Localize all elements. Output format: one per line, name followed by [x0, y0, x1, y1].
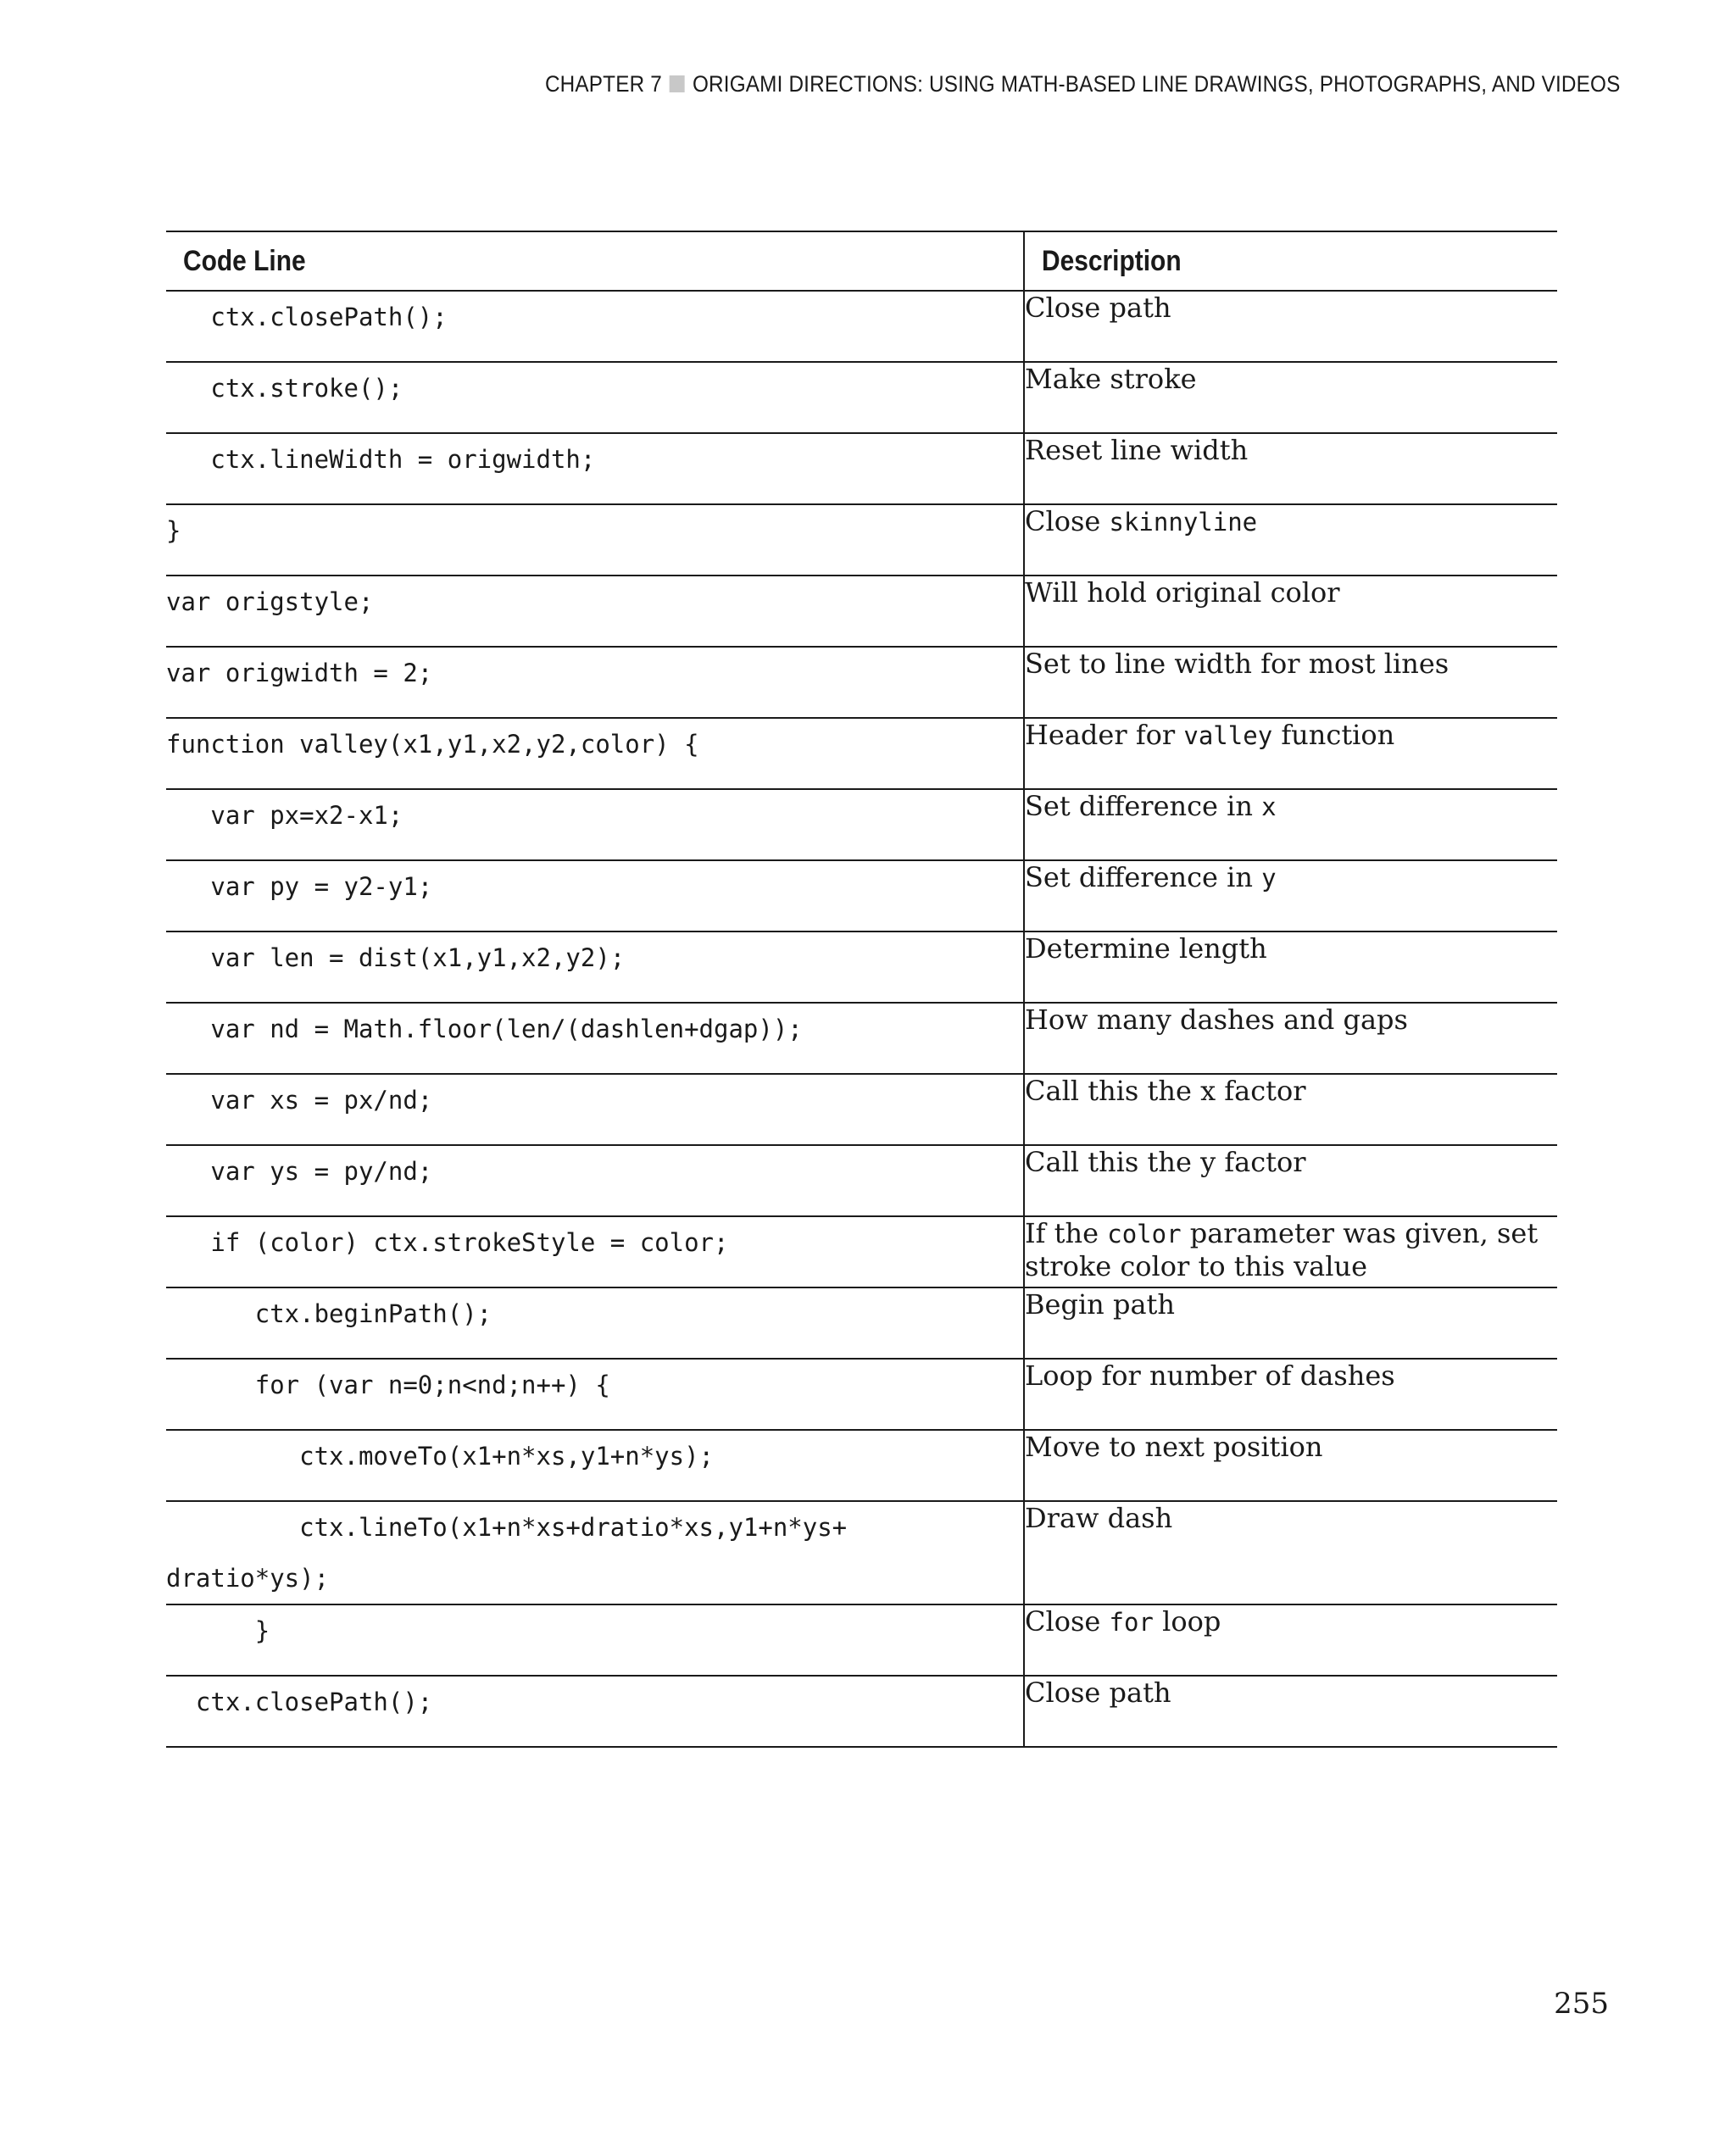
description-cell [1024, 718, 1557, 789]
description-text: If the [1025, 1217, 1108, 1249]
table-row [166, 1074, 1557, 1145]
table-row [166, 931, 1557, 1003]
description-cell [1024, 1501, 1557, 1604]
table-row [166, 291, 1557, 362]
description-cell [1024, 1074, 1557, 1145]
code-line-cell: var py = y2-y1; [166, 860, 1024, 931]
column-header-description: Description [1024, 231, 1557, 291]
table-row [166, 1501, 1557, 1604]
description-text: Move to next position [1025, 1431, 1323, 1463]
description-text: Begin path [1025, 1288, 1175, 1321]
code-line-cell: ctx.lineTo(x1+n*xs+dratio*xs,y1+n*ys+ dratio*ys); [166, 1501, 1024, 1604]
description-cell [1024, 647, 1557, 718]
description-text: Reset line width [1025, 434, 1249, 466]
table-row [166, 647, 1557, 718]
description-cell [1024, 1604, 1557, 1676]
description-text: Determine length [1025, 932, 1267, 965]
description-cell [1024, 931, 1557, 1003]
code-line-cell: var len = dist(x1,y1,x2,y2); [166, 931, 1024, 1003]
table-row [166, 718, 1557, 789]
inline-code: for [1109, 1608, 1154, 1637]
code-line-cell: var origwidth = 2; [166, 647, 1024, 718]
code-line-cell: var nd = Math.floor(len/(dashlen+dgap)); [166, 1003, 1024, 1074]
description-text: How many dashes and gaps [1025, 1004, 1408, 1036]
table-row [166, 1287, 1557, 1359]
code-line-cell: var origstyle; [166, 576, 1024, 647]
code-description-table [166, 231, 1557, 1748]
code-line-cell: ctx.stroke(); [166, 362, 1024, 433]
inline-code: x [1261, 792, 1277, 821]
code-line-cell: function valley(x1,y1,x2,y2,color) { [166, 718, 1024, 789]
inline-code: skinnyline [1109, 508, 1258, 537]
description-cell [1024, 789, 1557, 860]
description-text: Call this the x factor [1025, 1075, 1306, 1107]
table-row [166, 1604, 1557, 1676]
table-header-row [166, 231, 1557, 291]
description-cell [1024, 1430, 1557, 1501]
description-cell [1024, 1676, 1557, 1747]
description-text: Set difference in [1025, 861, 1262, 893]
table-row [166, 362, 1557, 433]
running-header [545, 71, 1621, 97]
description-text: Close [1025, 505, 1110, 537]
description-cell [1024, 1145, 1557, 1216]
description-cell [1024, 433, 1557, 504]
description-text: function [1272, 719, 1395, 751]
description-text: Close path [1025, 292, 1171, 324]
description-cell [1024, 362, 1557, 433]
table-row [166, 1676, 1557, 1747]
description-cell [1024, 576, 1557, 647]
code-line-cell: var ys = py/nd; [166, 1145, 1024, 1216]
table-row [166, 433, 1557, 504]
description-text: parameter was given, set stroke color to this value [1025, 1217, 1538, 1282]
description-text: Draw dash [1025, 1502, 1173, 1534]
description-cell [1024, 1359, 1557, 1430]
table-row [166, 576, 1557, 647]
code-line-cell: ctx.closePath(); [166, 291, 1024, 362]
code-line-cell: ctx.closePath(); [166, 1676, 1024, 1747]
description-cell [1024, 860, 1557, 931]
description-text: Will hold original color [1025, 576, 1340, 609]
page-number: 255 [1554, 1987, 1609, 2021]
code-line-cell: } [166, 504, 1024, 576]
table-row [166, 1145, 1557, 1216]
table-row [166, 860, 1557, 931]
table-row [166, 789, 1557, 860]
description-text: Make stroke [1025, 363, 1197, 395]
table-row [166, 1359, 1557, 1430]
inline-code: color [1107, 1220, 1182, 1248]
description-text: Call this the y factor [1025, 1146, 1306, 1178]
description-text: Set difference in [1025, 790, 1262, 822]
description-text: Close path [1025, 1677, 1171, 1709]
description-text: Loop for number of dashes [1025, 1360, 1395, 1392]
code-line-cell: ctx.moveTo(x1+n*xs,y1+n*ys); [166, 1430, 1024, 1501]
chapter-label: CHAPTER 7 [545, 71, 663, 97]
table-row [166, 1216, 1557, 1287]
description-cell [1024, 504, 1557, 576]
chapter-title: ORIGAMI DIRECTIONS: USING MATH-BASED LINE DRAWINGS, PHOTOGRAPHS, AND VIDEOS [693, 71, 1621, 97]
code-line-cell: ctx.beginPath(); [166, 1287, 1024, 1359]
description-text: Set to line width for most lines [1025, 648, 1449, 680]
separator-square-icon [670, 75, 685, 92]
code-line-cell: ctx.lineWidth = origwidth; [166, 433, 1024, 504]
table-row [166, 1430, 1557, 1501]
table-row [166, 504, 1557, 576]
description-cell [1024, 1003, 1557, 1074]
code-line-cell: var px=x2-x1; [166, 789, 1024, 860]
inline-code: y [1261, 864, 1277, 893]
code-line-cell: } [166, 1604, 1024, 1676]
description-cell [1024, 291, 1557, 362]
code-line-cell: for (var n=0;n<nd;n++) { [166, 1359, 1024, 1430]
description-text: loop [1153, 1605, 1221, 1638]
table-row [166, 1003, 1557, 1074]
description-cell [1024, 1216, 1557, 1287]
description-text: Close [1025, 1605, 1110, 1638]
table-body [166, 291, 1557, 1747]
code-line-cell: if (color) ctx.strokeStyle = color; [166, 1216, 1024, 1287]
column-header-code: Code Line [166, 231, 1024, 291]
inline-code: valley [1183, 721, 1273, 750]
description-text: Header for [1025, 719, 1184, 751]
description-cell [1024, 1287, 1557, 1359]
code-line-cell: var xs = px/nd; [166, 1074, 1024, 1145]
